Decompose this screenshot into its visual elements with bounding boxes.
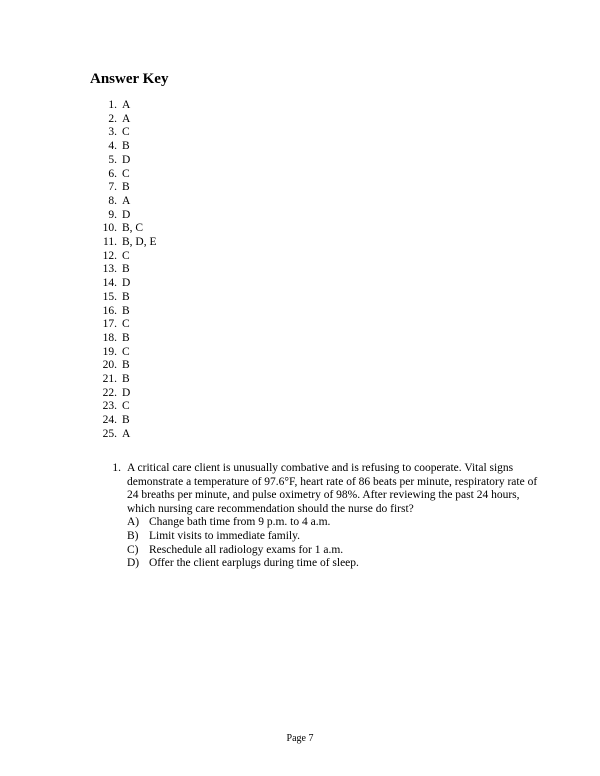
answer-number: 25.	[102, 427, 117, 440]
answer-value: C	[122, 345, 130, 358]
answer-item	[90, 359, 157, 373]
page-number: Page 7	[286, 733, 314, 744]
answer-item	[90, 154, 157, 168]
answer-option	[127, 544, 550, 558]
answer-number: 13.	[102, 263, 117, 276]
answer-value: B	[122, 304, 130, 317]
answer-item	[90, 346, 157, 360]
answer-option	[127, 530, 550, 544]
answer-value: A	[122, 112, 131, 125]
answer-item	[90, 168, 157, 182]
option-text: Offer the client earplugs during time of sleep.	[149, 557, 359, 570]
question-text: A critical care client is unusually combative and is refusing to cooperate. Vital signs demonstrate a temperature of 97.6°F, heart rate of 86 beats per minute, respiratory rate of 24 breaths per minute, and pulse oximetry of 98%. After reviewing the past 24 hours, which nursing care recommendation should the nurse do first?	[127, 462, 538, 515]
answer-option	[127, 516, 550, 530]
page-title: Answer Key	[90, 71, 169, 87]
answer-number: 15.	[102, 290, 117, 303]
answer-item	[90, 305, 157, 319]
answer-number: 19.	[102, 345, 117, 358]
answer-item	[90, 277, 157, 291]
answer-number: 22.	[102, 386, 117, 399]
answer-value: B	[122, 140, 130, 153]
answer-number: 8.	[108, 194, 117, 207]
answer-value: C	[122, 400, 130, 413]
answer-number: 7.	[108, 181, 117, 194]
answer-value: D	[122, 208, 131, 221]
page-footer	[0, 733, 600, 745]
answer-item	[90, 414, 157, 428]
answer-value: B	[122, 414, 130, 427]
answer-number: 3.	[108, 126, 117, 139]
answer-item	[90, 291, 157, 305]
answer-value: B	[122, 373, 130, 386]
answer-item	[90, 140, 157, 154]
answer-value: B	[122, 181, 130, 194]
option-letter: A)	[127, 516, 140, 529]
answer-value: B	[122, 290, 130, 303]
answer-number: 23.	[102, 400, 117, 413]
option-text: Limit visits to immediate family.	[149, 529, 300, 542]
answer-item	[90, 428, 157, 442]
answer-value: C	[122, 126, 130, 139]
answer-item	[90, 222, 157, 236]
answer-value: A	[122, 194, 131, 207]
option-letter: B)	[127, 529, 139, 542]
answer-item	[90, 126, 157, 140]
answer-value: C	[122, 249, 130, 262]
question-block	[90, 462, 550, 571]
answer-number: 12.	[102, 249, 117, 262]
option-text: Reschedule all radiology exams for 1 a.m.	[149, 543, 344, 556]
answer-number: 24.	[102, 414, 117, 427]
answer-item	[90, 113, 157, 127]
answer-value: D	[122, 277, 131, 290]
answer-number: 9.	[108, 208, 117, 221]
answer-item	[90, 263, 157, 277]
answer-item	[90, 400, 157, 414]
answer-item	[90, 236, 157, 250]
question-number: 1.	[112, 462, 121, 474]
answer-item	[90, 209, 157, 223]
answer-options	[127, 516, 550, 570]
answer-number: 21.	[102, 373, 117, 386]
answer-number: 4.	[108, 140, 117, 153]
answer-value: D	[122, 386, 131, 399]
answer-value: C	[122, 318, 130, 331]
answer-item	[90, 387, 157, 401]
answer-item	[90, 99, 157, 113]
answer-number: 17.	[102, 318, 117, 331]
option-letter: D)	[127, 557, 140, 570]
answer-number: 20.	[102, 359, 117, 372]
answer-number: 1.	[108, 99, 117, 111]
answer-number: 10.	[102, 222, 117, 235]
answer-key-list	[90, 99, 157, 442]
answer-item	[90, 373, 157, 387]
answer-number: 16.	[102, 304, 117, 317]
answer-value: B	[122, 359, 130, 372]
answer-number: 11.	[103, 236, 117, 249]
answer-value: B	[122, 331, 130, 344]
answer-value: D	[122, 153, 131, 166]
answer-item	[90, 181, 157, 195]
answer-number: 18.	[102, 331, 117, 344]
answer-number: 2.	[108, 112, 117, 125]
answer-value: B, C	[122, 222, 144, 235]
question-body	[127, 462, 550, 571]
answer-item	[90, 318, 157, 332]
answer-item	[90, 195, 157, 209]
answer-item	[90, 250, 157, 264]
answer-option	[127, 557, 550, 571]
answer-value: A	[122, 99, 131, 111]
answer-item	[90, 332, 157, 346]
answer-number: 14.	[102, 277, 117, 290]
answer-value: A	[122, 427, 131, 440]
answer-value: B	[122, 263, 130, 276]
answer-value: C	[122, 167, 130, 180]
option-letter: C)	[127, 543, 139, 556]
answer-value: B, D, E	[122, 236, 157, 249]
answer-number: 5.	[108, 153, 117, 166]
option-text: Change bath time from 9 p.m. to 4 a.m.	[149, 516, 331, 529]
answer-number: 6.	[108, 167, 117, 180]
